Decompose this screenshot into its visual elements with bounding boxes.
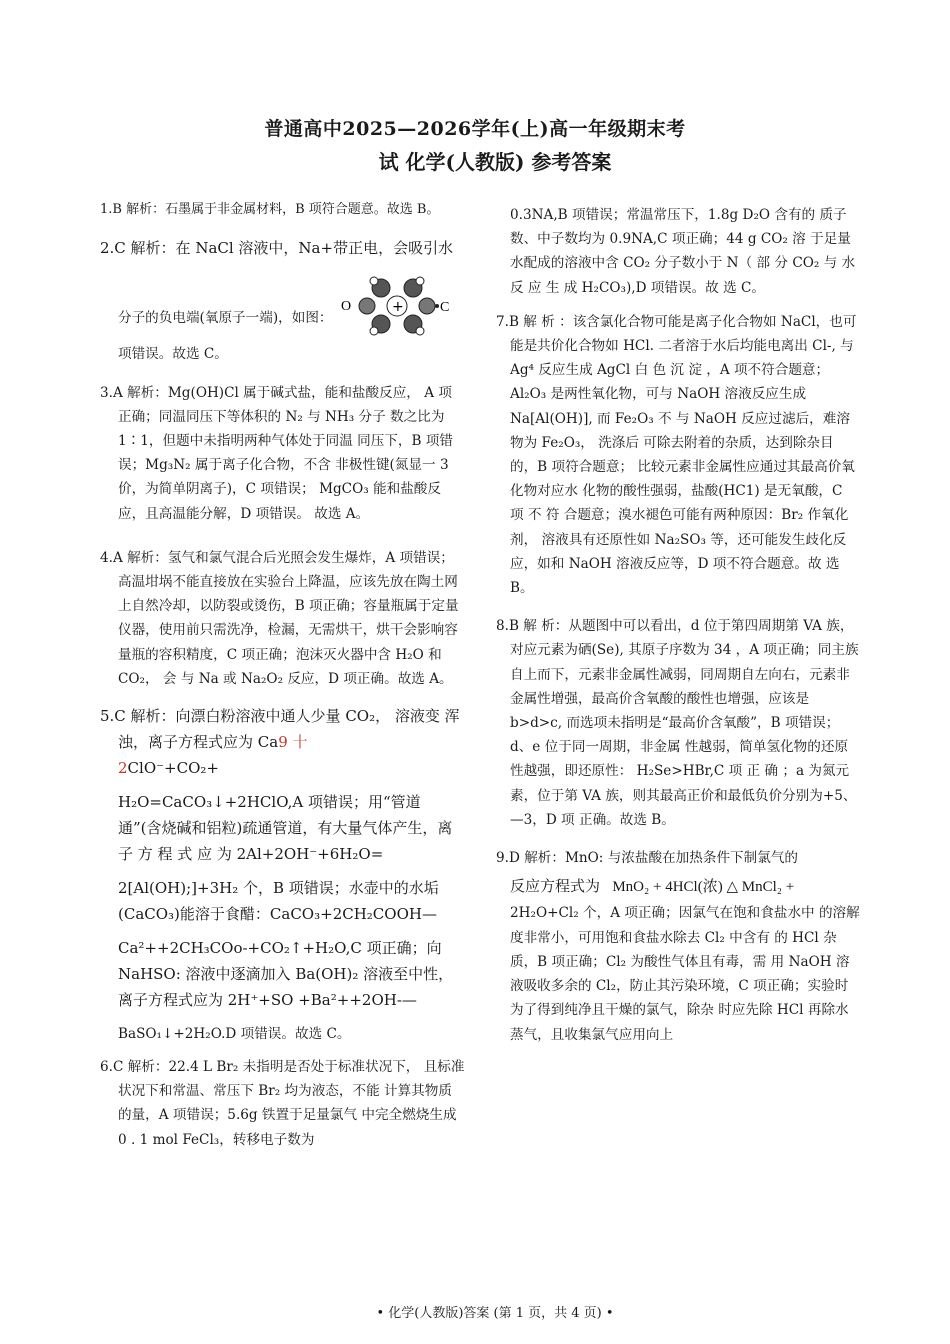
answer-9-equation: MnO₂ + 4HCl(浓) △ MnCl₂ + [612,879,795,896]
answer-5 [100,703,465,1047]
left-column [100,198,465,1166]
page-title: 普通高中2025—2026学年(上)高一年级期末考 [264,118,686,140]
answer-2-figure-line [100,274,465,336]
answer-2-line2: 分子的负电端(氧原子一端)，如图： [118,310,333,327]
answer-7: 7.B 解 析 ：该含氯化合物可能是离子化合物如 NaCl，也可能是共价化合物如 HCl. 二者溶于水后均能电离出 Cl-, 与 Ag⁴ 反应生成 AgCl 白 色 沉 淀 ，A 项不符合题意；Al₂O₃ 是两性氧化物，可与 NaOH 溶液反应生成 Na[Al(OH)], 而 Fe₂O₃ 不 与 NaOH 反应过滤后，难溶物为 Fe₂O₃， 洗涤后 可除去附着的杂质，达到除杂目的，B 项符合题意； 比较元素非金属性应通过其最高价氧化物对应水 化物的酸性强弱，盐酸(HC1) 是无氧酸，C 项 不 符 合题意；溴水褪色可能有两种原因：Br₂ 作氧化剂， 溶液具有还原性如 Na₂SO₃ 等，还可能发生歧化反 应，如和 NaOH 溶液反应等，D 项不符合题意。故 选 B。 [496,313,857,597]
answer-1: 1.B 解析：石墨属于非金属材料，B 项符合题意。故选 B。 [100,202,440,217]
answer-2-line1: 2.C 解析：在 NaCl 溶液中，Na+带正电，会吸引水 [100,239,454,258]
answer-9-line2: 反应方程式为 [510,877,601,896]
answer-6: 6.C 解析：22.4 L Br₂ 未指明是否处于标准状况下， 且标准状况下和常温、常压下 Br₂ 均为液态，不能 计算其物质的量，A 项错误；5.6g 铁置于足量氯气 中完全燃烧生成 0 . 1 mol FeCl₃，转移电子数为 [100,1059,465,1148]
answer-5-line4: 2[Al(OH);]+3H₂ 个，B 项错误；水壶中的水垢 (CaCO₃)能溶于食醋：CaCO₃+2CH₂COOH— [118,879,439,924]
answer-9 [496,846,860,1047]
answer-5-line5: Ca²++2CH₃COo-+CO₂↑+H₂O,C 项正确；向 NaHSO: 溶液中逐滴加入 Ba(OH)₂ 溶液至中性， 离子方程式应为 2H⁺+SO +Ba²++2OH-— [118,939,454,1010]
answer-5-line1: 5.C 解析：向漂白粉溶液中通人少量 CO₂， 溶液变 浑浊，离子方程式应为 Ca [100,707,460,752]
answer-5-line3: H₂O=CaCO₃↓+2HClO,A 项错误；用“管道 通”(含烧碱和铝粒)疏通管道，有大量气体产生，离 子 方 程 式 应 为 2Al+2OH⁻+6H₂O= [118,793,453,864]
answer-5-line6: BaSO₁↓+2H₂O.D 项错误。故选 C。 [118,1026,351,1043]
answer-2 [100,236,465,366]
answer-5-superscript: 9 十 [278,733,308,752]
answer-2-line3: 项错误。故选 C。 [118,346,228,363]
answer-5-line2: ClO⁻+CO₂+ [127,759,219,778]
answer-8: 8.B 解 析：从题图中可以看出，d 位于第四周期第 VA 族，对应元素为硒(Se), 其原子序数为 34 ，A 项正确；同主族自上而下，元素非金属性减弱，同周期自左向右，元素非金属性增强，最高价含氧酸的酸性也增强，应该是 b>d>c, 而选项未指明是“最高价含氧酸”，B 项错误；d、e 位于同一周期，非金属 性越弱，简单氢化物的还原性越强，即还原性： H₂Se>HBr,C 项 正 确 ；a 为氮元素，位于第 VA 族，则其最高正价和最低负价分别为+5、—3，D 项 正确。故选 B。 [496,618,859,828]
right-column [496,203,860,1061]
answer-9-line3: 2H₂O+Cl₂ 个，A 项正确；因氯气在饱和食盐水中 的溶解度非常小，可用饱和食盐水除去 Cl₂ 中含有 的 HCl 杂质，B 项正确；Cl₂ 为酸性气体且有毒，需 用 NaOH 溶液吸收多余的 Cl₂，防止其污染环境，C 项正确；实验时为了得到纯净且干燥的氯气，除杂 时应先除 HCl 再除水蒸气，且收集氯气应用向上 [510,905,860,1043]
svg-text:+: + [391,299,404,316]
answer-3: 3.A 解析：Mg(OH)Cl 属于碱式盐，能和盐酸反应， A 项正确；同温同压下等体积的 N₂ 与 NH₃ 分子 数之比为 1∶1，但题中未指明两种气体处于同温 同压下，B 项错误；Mg₃N₂ 属于离子化合物，不含 非极性键(氮显一 3 价，为简单阴离子)，C 项错误； MgCO₃ 能和盐酸反应，且高温能分解，D 项错误。 故选 A。 [100,384,453,522]
page-footer: • 化学(人教版)答案 (第 1 页，共 4 页) • [376,1306,614,1321]
answer-6-continued: 0.3NA,B 项错误；常温常压下，1.8g D₂O 含有的 质子数、中子数均为 0.9NA,C 项正确；44 g CO₂ 溶 于足量水配成的溶液中含 CO₂ 分子数小于 N（ 部 分 CO₂ 与 水 反 应 生 成 H₂CO₃),D 项错误。故 选 C。 [510,207,856,296]
hydration-diagram-icon [341,274,451,363]
page-subtitle: 试 化学(人教版) 参考答案 [378,150,612,174]
answer-5-coefficient: 2 [118,759,128,778]
answer-4: 4.A 解析：氢气和氯气混合后光照会发生爆炸，A 项错误；高温坩埚不能直接放在实验台上降温，应该先放在陶土网上自然冷却，以防裂或烫伤，B 项正确；容量瓶属于定量仪器，使用前只需洗净，检漏，无需烘干，烘干会影响容量瓶的容积精度，C 项正确；泡沫灭火器中含 H₂O 和 CO₂， 会 与 Na 或 Na₂O₂ 反应，D 项正确。故选 A。 [100,549,459,687]
label-o: O [340,299,351,315]
label-c: C [439,300,450,316]
answer-9-line1: 9.D 解析：MnO: 与浓盐酸在加热条件下制氯气的 [496,850,799,867]
